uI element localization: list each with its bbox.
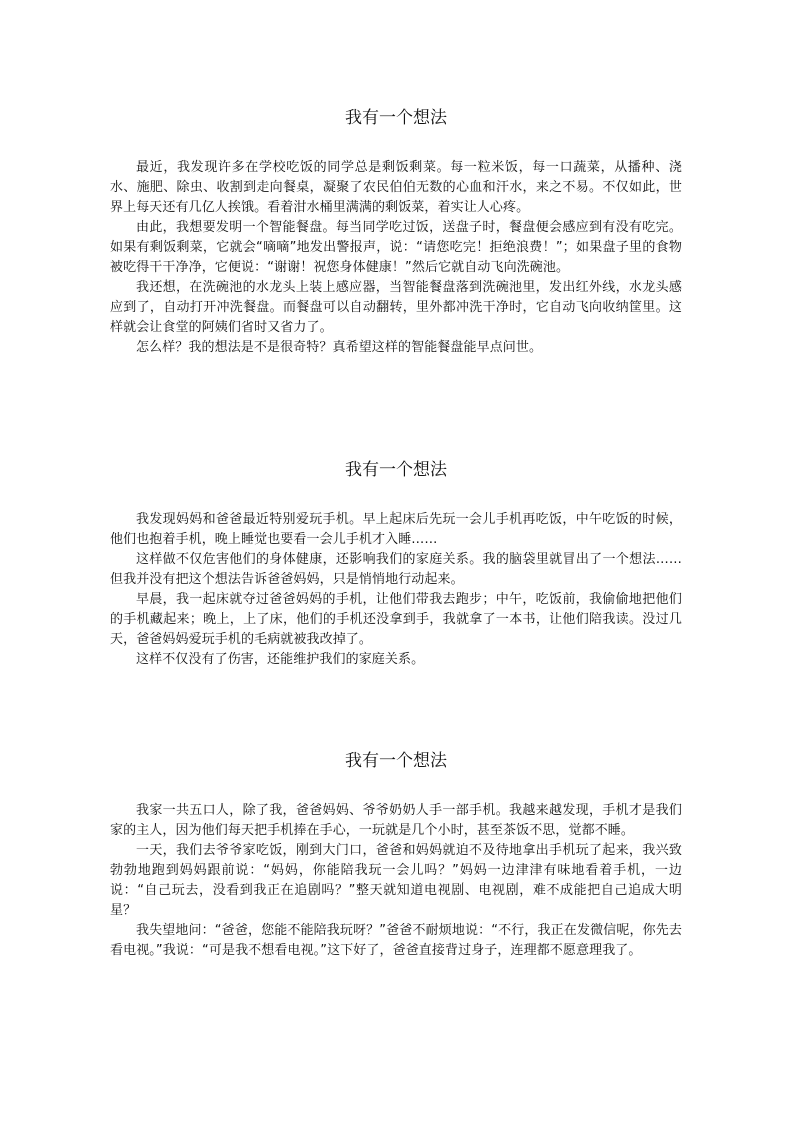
essay-title: 我有一个想法 xyxy=(345,460,447,480)
essay-2 xyxy=(110,458,682,670)
paragraph: 我失望地问：“爸爸，您能不能陪我玩呀？”爸爸不耐烦地说：“不行，我正在发微信呢，你先去看电视。”我说：“可是我不想看电视。”这下好了，爸爸直接背过身子，连理都不愿意理我了。 xyxy=(110,923,682,958)
essay-body xyxy=(110,158,682,358)
essay-title: 我有一个想法 xyxy=(345,108,447,128)
essay-1 xyxy=(110,106,682,358)
paragraph: 我还想，在洗碗池的水龙头上装上感应器，当智能餐盘落到洗碗池里，发出红外线，水龙头感应到了，自动打开冲洗餐盘。而餐盘可以自动翻转，里外都冲洗干净时，它自动飞向收纳筐里。这样就会让食堂的阿姨们省时又省力了。 xyxy=(110,280,682,335)
paragraph: 我发现妈妈和爸爸最近特别爱玩手机。早上起床后先玩一会儿手机再吃饭，中午吃饭的时候，他们也抱着手机，晚上睡觉也要看一会儿手机才入睡…… xyxy=(110,512,682,547)
essay-body xyxy=(110,801,682,961)
paragraph: 由此，我想要发明一个智能餐盘。每当同学吃过饭，送盘子时，餐盘便会感应到有没有吃完。如果有剩饭剩菜，它就会“嘀嘀”地发出警报声，说：“请您吃完！拒绝浪费！”；如果盘子里的食物被吃得干干净净，它便说：“谢谢！祝您身体健康！”然后它就自动飞向洗碗池。 xyxy=(110,220,682,275)
essay-3 xyxy=(110,749,682,961)
paragraph: 这样不仅没有了伤害，还能维护我们的家庭关系。 xyxy=(136,652,425,667)
paragraph: 早晨，我一起床就夺过爸爸妈妈的手机，让他们带我去跑步；中午，吃饭前，我偷偷地把他们的手机藏起来；晚上，上了床，他们的手机还没拿到手，我就拿了一本书，让他们陪我读。没过几天，爸爸妈妈爱玩手机的毛病就被我改掉了。 xyxy=(110,592,682,647)
essay-title: 我有一个想法 xyxy=(345,751,447,771)
paragraph: 一天，我们去爷爷家吃饭，刚到大门口，爸爸和妈妈就迫不及待地拿出手机玩了起来，我兴致勃勃地跑到妈妈跟前说：“妈妈，你能陪我玩一会儿吗？”妈妈一边津津有味地看着手机，一边说：“自己玩去，没看到我正在追剧吗？”整天就知道电视剧、电视剧，难不成能把自己追成大明星？ xyxy=(110,843,682,918)
essay-body xyxy=(110,510,682,670)
paragraph: 怎么样？我的想法是不是很奇特？真希望这样的智能餐盘能早点问世。 xyxy=(136,340,543,355)
paragraph: 我家一共五口人，除了我，爸爸妈妈、爷爷奶奶人手一部手机。我越来越发现，手机才是我们家的主人，因为他们每天把手机捧在手心，一玩就是几个小时，甚至茶饭不思，觉都不睡。 xyxy=(110,803,682,838)
paragraph: 最近，我发现许多在学校吃饭的同学总是剩饭剩菜。每一粒米饭，每一口蔬菜，从播种、浇水、施肥、除虫、收割到走向餐桌，凝聚了农民伯伯无数的心血和汗水，来之不易。不仅如此，世界上每天还有几亿人挨饿。看着泔水桶里满满的剩饭菜，着实让人心疼。 xyxy=(110,160,682,215)
paragraph: 这样做不仅危害他们的身体健康，还影响我们的家庭关系。我的脑袋里就冒出了一个想法……但我并没有把这个想法告诉爸爸妈妈，只是悄悄地行动起来。 xyxy=(110,552,682,587)
